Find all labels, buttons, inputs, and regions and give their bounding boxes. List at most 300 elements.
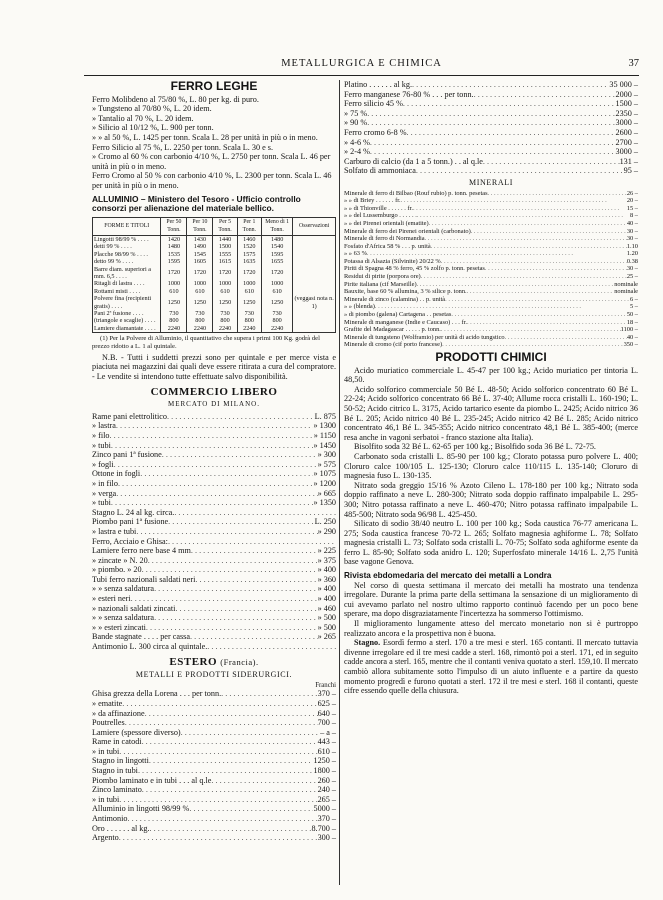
price-row: [92, 728, 336, 738]
dot-leader: [195, 575, 317, 585]
prodotti-heading: PRODOTTI CHIMICI: [435, 350, 547, 364]
ferro-leghe-line: » Cromo al 60 % con carbonio 4/10 %, L. 2750 per tonn. Scala L. 46 per unità in più o in meno.: [92, 152, 331, 171]
table-cell: 1635: [237, 258, 261, 265]
ferro-leghe-heading: FERRO LEGHE: [170, 79, 258, 93]
dot-leader: [407, 128, 616, 138]
dot-leader: [119, 747, 317, 757]
price-row: [344, 190, 638, 198]
price-value: 30 –: [626, 235, 638, 243]
price-label: » da affinazione: [92, 708, 145, 718]
table-cell: 1420: [161, 235, 187, 243]
price-label: » zincate » N. 20: [92, 555, 148, 565]
table-header-cell: Per 1 Tonn.: [237, 218, 261, 236]
price-row: [344, 334, 638, 342]
dot-leader: [136, 527, 317, 537]
dot-leader: [367, 250, 627, 258]
price-label: Tubi ferro nazionali saldati neri: [92, 574, 196, 584]
dot-leader: [417, 281, 615, 289]
dot-leader: [131, 594, 318, 604]
price-label: Stagno in lingotti: [92, 756, 149, 766]
price-value: 1.10: [626, 242, 638, 250]
price-row: [344, 288, 638, 296]
price-label: » » 63 %: [344, 250, 367, 258]
price-row: [344, 281, 638, 289]
price-value: 443 –: [317, 737, 336, 747]
price-row: [92, 824, 336, 834]
dot-leader: [431, 243, 627, 251]
price-label: » nazionali saldati zincati: [92, 603, 176, 613]
table-cell: 1250: [161, 295, 187, 310]
price-label: Minerale di ferro dei Pirenei orientali (carbonato): [344, 227, 471, 235]
price-value: 300 –: [317, 833, 336, 843]
table-cell: detto 99 % . . . .: [93, 258, 161, 265]
table-cell: 610: [213, 288, 237, 295]
price-row: [344, 109, 638, 119]
dot-leader: [403, 99, 616, 109]
price-row: [92, 756, 336, 766]
price-label: » fogli: [92, 459, 114, 469]
table-cell: 610: [237, 288, 261, 295]
dot-leader: [118, 479, 314, 489]
price-row: [92, 469, 336, 479]
table-cell: 1000: [187, 280, 213, 287]
price-value: 35 000 –: [609, 80, 638, 89]
alluminio-table: [92, 217, 336, 333]
price-row: [92, 421, 336, 431]
ferro-leghe-line: Ferro Cromo al 50 % con carbonio 4/10 %, L. 2300 per tonn. Scala L. 46 per unità in più o in meno.: [92, 171, 332, 190]
prodotti-paragraph: Nitrato soda greggio 15/16 % Azoto Cileno L. 178-180 per 100 kg.; Nitrato soda doppio raffinato a neve L. 280-300; Nitrato soda doppio raffinato impalpabile L. 295-300; Nitro potassa raffinato a neve L. 460-470; Nitro potassa raffinato impalpabile L. 485-500; Nitrato soda 96/98 L. 425-450.: [344, 480, 638, 519]
table-cell: 1720: [237, 266, 261, 281]
price-row: [92, 565, 336, 575]
price-row: [92, 689, 336, 699]
price-label: Minerale di ferro di Normandia: [344, 235, 425, 243]
price-row: [344, 250, 638, 258]
price-value: » 1450: [313, 440, 336, 450]
price-row: [344, 296, 638, 304]
price-row: [344, 90, 638, 100]
table-row: [93, 295, 336, 310]
prices-list: [344, 80, 638, 176]
price-value: 2700 –: [615, 137, 638, 147]
price-row: [92, 489, 336, 499]
table-row: [93, 288, 336, 295]
price-label: » » del Lussemburgo . . . . . .: [344, 212, 417, 220]
price-label: Rame in catodi: [92, 737, 142, 747]
price-label: Bande stagnate . . . . per cassa: [92, 632, 190, 642]
price-value: 625 –: [317, 698, 336, 708]
price-row: [92, 575, 336, 585]
estero-country: (Francia).: [220, 656, 259, 667]
price-label: Piriti di Spagna 48 % ferro, 45 % zolfo p. tonn. pesetas: [344, 265, 485, 273]
price-value: 1100 –: [620, 326, 638, 334]
table-cell: 1250: [187, 295, 213, 310]
price-label: Poutrelles: [92, 718, 125, 728]
price-value: » 1200: [313, 478, 336, 488]
dot-leader: [367, 118, 615, 128]
dot-leader: [175, 604, 317, 614]
price-label: » » senza saldatura: [92, 584, 155, 594]
page-header: [84, 58, 639, 72]
table-cell: Ritagli di lastra . . . .: [93, 280, 161, 287]
ferro-leghe-list: [92, 95, 336, 191]
price-row: [344, 311, 638, 319]
table-cell: 800: [237, 317, 261, 324]
table-cell: 1545: [187, 251, 213, 258]
dot-leader: [114, 460, 318, 470]
table-row: [93, 266, 336, 281]
price-label: Minerale di zinco (calamina) . . p. unità: [344, 295, 446, 303]
price-row: [92, 642, 336, 652]
table-cell: 1440: [213, 235, 237, 243]
price-row: [92, 537, 336, 547]
price-value: » 400: [317, 565, 336, 575]
price-label: Piombo laminato e in tubi . . . al q.le: [92, 775, 212, 785]
table-cell: 1595: [161, 258, 187, 265]
price-value: 30 –: [626, 265, 638, 273]
table-cell: 1500: [213, 243, 237, 250]
price-value: » 1150: [313, 430, 336, 440]
price-label: » filo: [92, 430, 110, 440]
price-label: » esteri neri: [92, 594, 131, 604]
price-row: [92, 623, 336, 633]
table-cell: [293, 280, 336, 287]
dot-leader: [154, 613, 318, 623]
ferro-leghe-line: Ferro Molibdeno al 75/80 %, L. 80 per kg. di puro.: [92, 94, 259, 104]
dot-leader: [191, 546, 318, 556]
table-cell: [293, 317, 336, 324]
price-row: [344, 341, 638, 349]
dot-leader: [138, 766, 314, 776]
table-cell: 610: [261, 288, 292, 295]
price-row: [344, 319, 638, 327]
table-cell: [293, 251, 336, 258]
price-value: 18 –: [626, 318, 638, 326]
commercio-subheading: MERCATO DI MILANO.: [168, 400, 260, 409]
price-label: » tubi: [92, 498, 111, 508]
price-label: Antimonio L. 300 circa al quintale.: [92, 642, 208, 652]
price-label: Antimonio: [92, 814, 128, 824]
dot-leader: [441, 326, 621, 334]
price-label: » verga: [92, 488, 117, 498]
price-value: 5000 –: [313, 804, 336, 814]
prodotti-paragraph: Acido solforico commerciale 50 Bé L. 48-50; Acido solforico concentrato 60 Bé L. 22-24; Acido solforico concentrato 66 Bé L. 37-40; Allume rocca cristalli L. 160-190; L. 50-52; Acido citrico L. 3175, Acido tartarico esente da piombo L. 2425; Acido nitrico 36 Bé L. 205; Acido nitrico 40 Bé L. 235-245; Acido nitrico 42 Bé L. 285; Acido nitrico concentrato 46,1 Bé L. 345-355; Acido nitrico concentrato 48,1 Bé L. 385-400; (merce resa anche in vagoni serbatoi - franco stazione alta Italia).: [344, 384, 638, 442]
table-cell: 1720: [213, 266, 237, 281]
price-row: [92, 776, 336, 786]
table-row: [93, 243, 336, 250]
price-label: » piombo. » 20: [92, 565, 142, 575]
table-cell: [293, 235, 336, 243]
table-cell: Lamiere diamantate . . . .: [93, 325, 161, 333]
price-value: 26 –: [626, 189, 638, 197]
price-row: [344, 205, 638, 213]
table-cell: 610: [187, 288, 213, 295]
table-cell: 1555: [213, 251, 237, 258]
dot-leader: [412, 80, 609, 90]
price-value: 260 –: [317, 775, 336, 785]
price-row: [92, 785, 336, 795]
table-row: [93, 310, 336, 317]
table-row: [93, 317, 336, 324]
estero-subheading: METALLI E PRODOTTI SIDERURGICI.: [135, 670, 293, 680]
minerali-list: [344, 190, 638, 349]
price-row: [92, 718, 336, 728]
table-cell: 2240: [187, 325, 213, 333]
dot-leader: [467, 288, 615, 296]
table-cell: 1000: [161, 280, 187, 287]
prodotti-list: [344, 366, 638, 567]
price-label: » in tubi: [92, 794, 120, 804]
table-cell: 2240: [261, 325, 292, 333]
dot-leader: [416, 166, 624, 176]
price-value: » 265: [317, 632, 336, 642]
dot-leader: [168, 537, 336, 547]
table-row: [93, 251, 336, 258]
table-cell: 1480: [161, 243, 187, 250]
ferro-leghe-line: » » al 50 %, L. 1425 per tonn. Scala L. 28 per unità in più o in meno.: [92, 132, 318, 142]
dot-leader: [119, 795, 317, 805]
price-value: » 300: [317, 450, 336, 460]
dot-leader: [148, 556, 318, 566]
dot-leader: [111, 441, 314, 451]
dot-leader: [190, 632, 318, 642]
table-cell: 730: [213, 310, 237, 317]
prodotti-paragraph: Bisolfito soda 32 Bé L. 62-65 per 100 kg.; Bisolfido soda 36 Bé L. 72-75.: [354, 442, 596, 452]
price-label: » » esteri zincati: [92, 622, 146, 632]
price-row: [344, 99, 638, 109]
price-row: [92, 546, 336, 556]
price-value: 40 –: [626, 333, 638, 341]
price-row: [92, 460, 336, 470]
price-row: [344, 166, 638, 176]
price-row: [92, 441, 336, 451]
price-label: Minerale di manganese (Indie e Caucaso) . . . fr.: [344, 318, 467, 326]
dot-leader: [370, 138, 616, 148]
page-number: 37: [628, 58, 639, 69]
dot-leader: [167, 412, 315, 422]
running-title: METALLURGICA E CHIMICA: [281, 58, 442, 69]
dot-leader: [488, 190, 627, 198]
table-cell: 1250: [261, 295, 292, 310]
dot-leader: [474, 90, 616, 100]
dot-leader: [116, 489, 317, 499]
price-label: Ferro cromo 6-8 %: [344, 127, 407, 137]
rivista-para-1: Nel corso di questa settimana il mercato dei metalli ha mostrato una tendenza irregolare. Durante la prima parte della settimana la sensazione di un miglioramento di cui avevamo parlato nel nostro ultimo rapporto continuò facendo per un poco bene sperare, ma dopo disgraziatamente l'incertezza ha sommerso l'ottimismo.: [344, 580, 638, 619]
price-row: [344, 228, 638, 236]
price-value: 350 –: [623, 341, 638, 349]
dot-leader: [441, 258, 627, 266]
price-value: 700 –: [317, 718, 336, 728]
table-cell: (veggasi nota n. 1): [294, 295, 334, 310]
price-row: [344, 157, 638, 167]
dot-leader: [142, 785, 318, 795]
table-cell: (triangole e scaglie) . . . .: [93, 317, 161, 324]
ferro-leghe-line: » Tungsteno al 70/80 %, L. 20 idem.: [92, 104, 212, 114]
price-row: [344, 197, 638, 205]
price-row: [344, 243, 638, 251]
price-label: » » senza saldatura: [92, 613, 155, 623]
price-label: Zinco laminato: [92, 785, 142, 795]
price-row: [344, 235, 638, 243]
price-value: 2600 –: [615, 127, 638, 137]
dot-leader: [111, 498, 314, 508]
commercio-heading: COMMERCIO LIBERO: [150, 385, 278, 398]
table-cell: [293, 310, 336, 317]
price-label: » tubi: [92, 440, 111, 450]
price-row: [92, 737, 336, 747]
price-label: » » dei Pirenei orientali (ematite): [344, 219, 429, 227]
price-value: 370 –: [317, 814, 336, 824]
price-label: » 75 %: [344, 108, 368, 118]
price-value: » 400: [317, 584, 336, 594]
stagno-text: Esordì fermo a sterl. 170 a tre mesi e sterl. 165 contanti. Il mercato tuttavia divenne irregolare ed il tre mesi cadde a sterl. 168, rimontò poi a sterl. 171, ed in seguito cadde ancora a sterl. 165, mentre che il contanti veniva quotato a sterl. 159,10. Il mercato cambiò allora subitamente sotto l'impulso di un aiuto influente e a partire da questo momento progredì e furono quotati a sterl. 172 il tre mesi e sterl. 168 il contanti, queste cifre essendo quelle della chiusura.: [344, 638, 638, 696]
price-value: 2000 –: [615, 89, 638, 99]
dot-leader: [417, 212, 630, 220]
table-row: [93, 235, 336, 243]
price-row: [92, 431, 336, 441]
price-label: Piombo pani 1ª fusione: [92, 517, 169, 527]
price-label: Lamiere ferro nere base 4 mm: [92, 546, 191, 556]
dot-leader: [429, 220, 627, 228]
price-value: 265 –: [317, 794, 336, 804]
price-value: 50 –: [626, 311, 638, 319]
price-label: » lastra: [92, 421, 116, 431]
table-cell: 1480: [261, 235, 292, 243]
prodotti-paragraph: Carbonato soda cristalli L. 85-90 per 100 kg.; Clorato potassa puro polvere L. 400; Cloruro calce 100/105 L. 125-130; Cloruro calce 110/115 L. 135-140; Cloruro di magnesia fuso L. 130-135.: [344, 451, 638, 481]
price-label: » in tubi: [92, 746, 120, 756]
price-label: » 2-4 %: [344, 147, 370, 157]
price-value: » 1075: [313, 469, 336, 479]
dot-leader: [401, 197, 627, 205]
estero-currency: Franchi: [315, 681, 336, 689]
table-cell: 1520: [237, 243, 261, 250]
price-row: [92, 613, 336, 623]
price-row: [92, 814, 336, 824]
dot-leader: [505, 334, 627, 342]
price-label: Ferro silicio 45 %: [344, 99, 403, 109]
dot-leader: [154, 584, 318, 594]
table-header-cell: FORME E TITOLI: [93, 218, 161, 236]
price-row: [92, 498, 336, 508]
price-row: [344, 265, 638, 273]
price-row: [92, 804, 336, 814]
price-label: Carburo di calcio (da 1 a 5 tonn.) . . al q.le: [344, 156, 483, 166]
table-cell: 1460: [237, 235, 261, 243]
dot-leader: [125, 718, 318, 728]
price-label: Ghisa grezza della Lorena . . . per tonn.: [92, 689, 222, 699]
dot-leader: [413, 205, 627, 213]
estero-title: ESTERO: [169, 655, 218, 668]
price-value: 3000 –: [615, 118, 638, 128]
table-cell: 1540: [261, 243, 292, 250]
price-value: 1250 –: [313, 756, 336, 766]
price-value: 1.20: [626, 250, 638, 258]
price-row: [344, 326, 638, 334]
alluminio-nb: N.B. - Tutti i suddetti prezzi sono per quintale e per merce vista e piaciuta nei magazzini dai quali deve essere ritirata a cura del compratore. - Le vendite si intendono tutte effettuate salvo disponibilità.: [92, 352, 336, 381]
price-label: Minerale di cromo (cif porto francese): [344, 341, 443, 349]
price-row: [92, 594, 336, 604]
dot-leader: [425, 235, 627, 243]
price-value: 1800 –: [313, 766, 336, 776]
price-row: [344, 147, 638, 157]
price-value: nominale: [614, 280, 638, 288]
table-cell: 1000: [213, 280, 237, 287]
price-row: [344, 220, 638, 228]
prodotti-paragraph: Silicato di sodio 38/40 neutro L. 100 per 100 kg.; Soda caustica 76-77 americana L. 275; Soda caustica francese 70-72 L. 265; Solfato magnesia aghiforme L. 78; Solfato magnesia cristalli L. 73; Solfato soda cristalli L. 70-75; Solfato soda aghiforme esente da ferro L. 85-90; Solfato soda anidro L. 120; Superfosfato minerale 14/16 L. 2,75 l'unità base vagone Genova.: [344, 519, 638, 567]
dot-leader: [122, 699, 317, 709]
table-cell: 1655: [261, 258, 292, 265]
price-row: [92, 699, 336, 709]
price-label: » lastra e tubi: [92, 526, 137, 536]
table-cell: 730: [237, 310, 261, 317]
rivista-para-2: Il miglioramento lungamente atteso del mercato monetario non si è purtroppo realizzato ancora e la prospettiva non è buona.: [344, 619, 638, 638]
price-value: » 400: [317, 594, 336, 604]
price-label: Bauxite, base 60 % allumina, 3 % silice p. tonn.: [344, 288, 467, 296]
price-value: » 375: [317, 555, 336, 565]
dot-leader: [174, 508, 336, 518]
left-column: [92, 80, 336, 843]
price-row: [92, 795, 336, 805]
price-row: [92, 517, 336, 527]
estero-heading: [92, 655, 336, 668]
estero-list: [92, 689, 336, 843]
header-rule: [84, 75, 639, 76]
table-cell: [293, 288, 336, 295]
table-header-cell: Osservazioni: [293, 218, 336, 236]
alluminio-heading: ALLUMINIO – Ministero del Tesoro - Ufficio controllo consorzi per alienazione del materiale bellico.: [92, 193, 301, 214]
price-value: 95 –: [623, 166, 638, 176]
price-label: Ottone in fogli: [92, 469, 141, 479]
price-value: 610 –: [317, 746, 336, 756]
table-cell: 1575: [237, 251, 261, 258]
ferro-leghe-line: » Tantalio al 70 %, L. 20 idem.: [92, 113, 194, 123]
price-value: 370 –: [317, 689, 336, 699]
price-label: Grafite del Madagascar . . . . . p. tonn.: [344, 326, 441, 334]
table-cell: 800: [187, 317, 213, 324]
price-row: [92, 632, 336, 642]
price-label: Alluminio in lingotti 98/99 %: [92, 804, 190, 814]
table-cell: Placche 98/99 % . . . .: [93, 251, 161, 258]
table-cell: 2240: [161, 325, 187, 333]
price-row: [92, 508, 336, 518]
price-row: [92, 604, 336, 614]
table-row: [93, 280, 336, 287]
dot-leader: [142, 565, 318, 575]
price-label: Fosfato d'Africa 58 % . . . p. unità: [344, 242, 431, 250]
table-cell: Barre diam. superiori a mm. 6,5 . . . .: [93, 266, 161, 281]
dot-leader: [471, 228, 627, 236]
alluminio-note: (1) Per la Polvere di Alluminio, il quantitativo che supera i primi 100 Kg. godrà del prezzo ridotto a L. 1 al quintale.: [92, 335, 320, 351]
table-cell: 800: [261, 317, 292, 324]
price-value: 1500 –: [615, 99, 638, 109]
dot-leader: [367, 109, 615, 119]
dot-leader: [451, 311, 626, 319]
table-cell: 2240: [213, 325, 237, 333]
price-label: » » di Briey . . . . . . fr.: [344, 197, 401, 205]
price-value: » 500: [317, 613, 336, 623]
price-label: Lamiere (spessore diverso): [92, 727, 181, 737]
price-value: 40 –: [626, 219, 638, 227]
dot-leader: [181, 728, 320, 738]
dot-leader: [211, 776, 317, 786]
price-row: [92, 766, 336, 776]
table-cell: 1535: [161, 251, 187, 258]
table-cell: [293, 258, 336, 265]
price-value: 30 –: [626, 227, 638, 235]
price-row: [344, 128, 638, 138]
price-row: [344, 258, 638, 266]
table-cell: 1000: [237, 280, 261, 287]
table-cell: 2240: [237, 325, 261, 333]
